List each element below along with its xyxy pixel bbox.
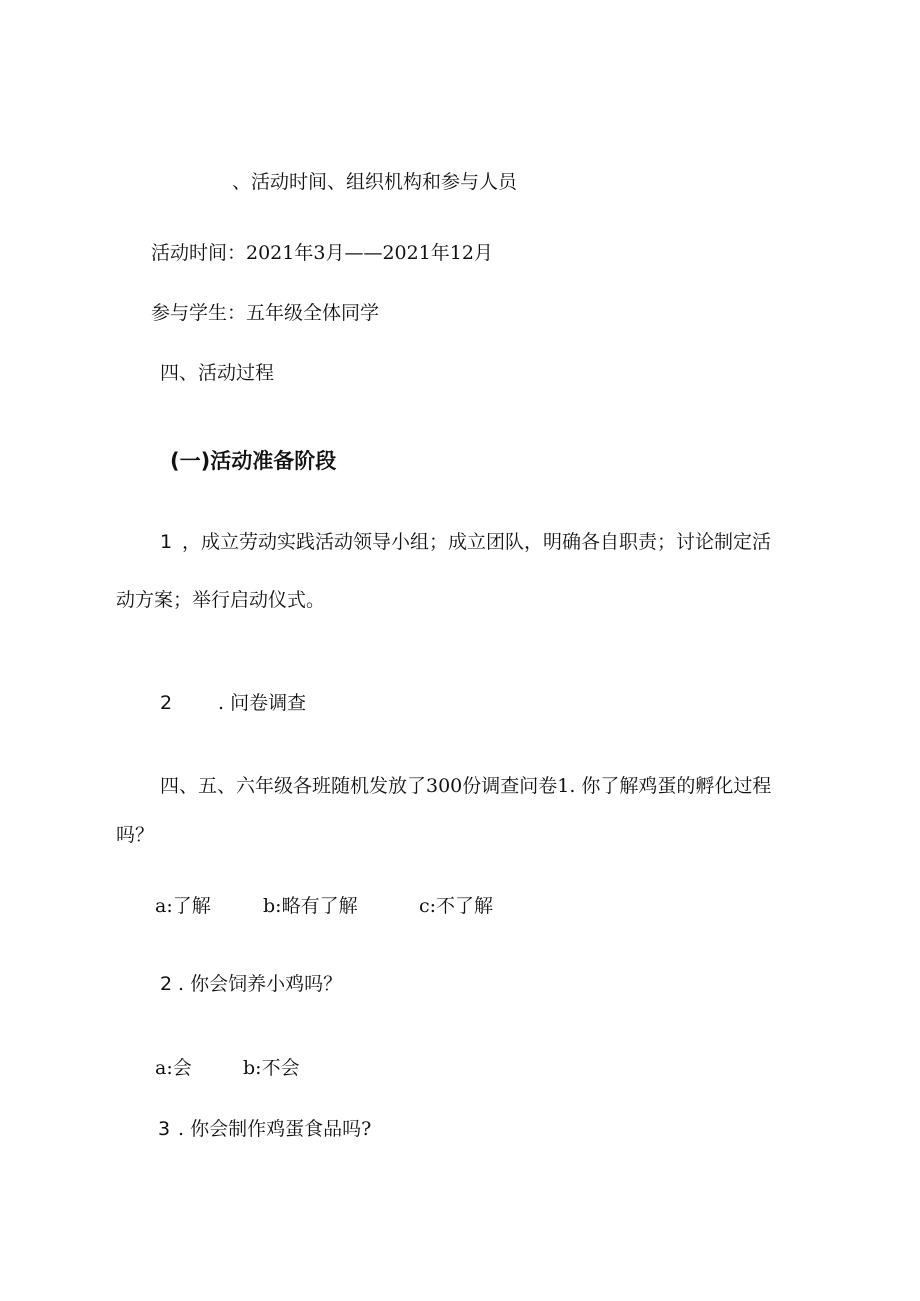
activity-time-line: 活动时间：2021年3月——2021年12月: [151, 242, 493, 264]
question-2-number: 2: [160, 973, 173, 995]
subsection-heading-prep: (一)活动准备阶段: [170, 449, 337, 473]
survey-intro: 四、五、六年级各班随机发放了300份调查问卷1. 你了解鸡蛋的孵化过程: [160, 775, 772, 797]
item-1-continuation: 动方案；举行启动仪式。: [116, 589, 326, 611]
participants-line: 参与学生：五年级全体同学: [151, 302, 380, 324]
item-2-text: . 问卷调查: [218, 692, 307, 714]
question-2-option-a: a:会: [155, 1057, 192, 1079]
question-1-option-b: b:略有了解: [263, 895, 358, 917]
item-1-number: 1: [160, 531, 173, 553]
question-2-options: [155, 1056, 300, 1080]
question-3-number: 3: [158, 1118, 171, 1140]
question-1-options: [155, 894, 493, 918]
section-heading-3: 、活动时间、组织机构和参与人员: [232, 171, 518, 193]
question-2-option-b: b:不会: [243, 1057, 300, 1079]
question-2: [160, 972, 342, 996]
question-3: [158, 1117, 371, 1141]
item-2: [160, 691, 306, 715]
item-2-number: 2: [160, 692, 173, 714]
item-1: [160, 530, 771, 554]
question-2-text: . 你会饲养小鸡吗？: [178, 973, 343, 995]
survey-intro-continuation: 吗？: [116, 824, 155, 846]
item-1-text: ，成立劳动实践活动领导小组；成立团队，明确各自职责；讨论制定活: [182, 531, 772, 553]
question-3-text: . 你会制作鸡蛋食品吗?: [178, 1118, 372, 1140]
section-heading-4: 四、活动过程: [160, 362, 275, 384]
question-1-option-a: a:了解: [155, 895, 211, 917]
question-1-option-c: c:不了解: [419, 895, 494, 917]
